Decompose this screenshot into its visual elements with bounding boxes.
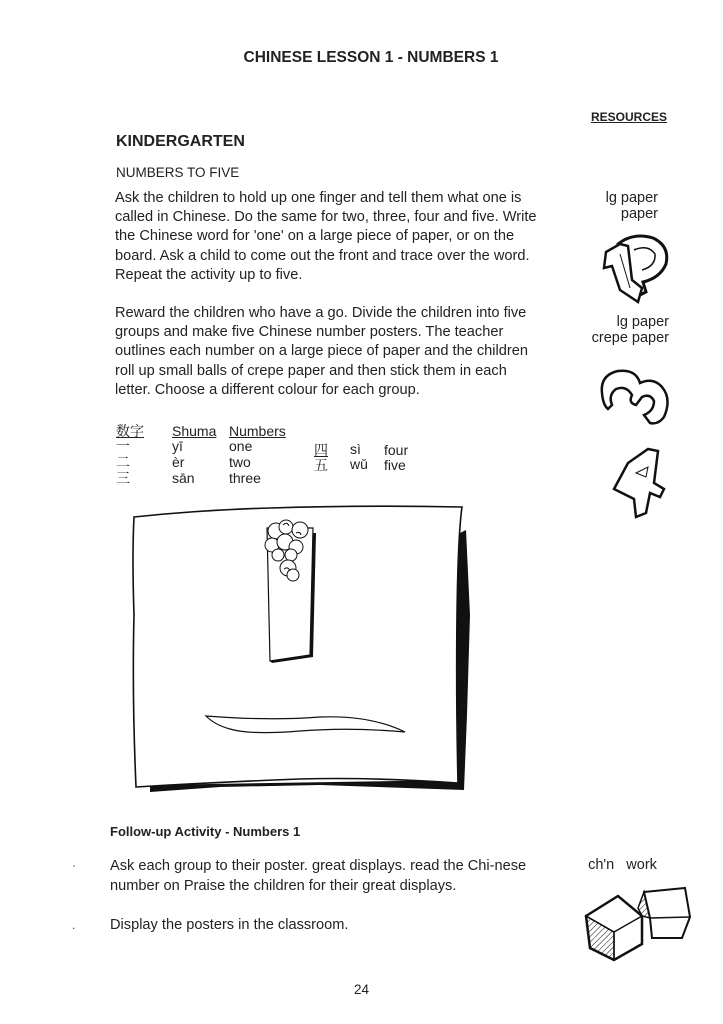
resource-label-line: lg paper [616, 314, 669, 330]
topic-subheading: NUMBERS TO FIVE [116, 165, 240, 180]
vocab-hanzi: 三 [116, 470, 130, 486]
followup-title: Follow-up Activity - Numbers 1 [110, 824, 301, 839]
vocab-english: three [229, 470, 261, 486]
resource-label-line: lg paper [605, 190, 658, 206]
page-number: 24 [353, 982, 370, 997]
followup-item-2: Display the posters in the classroom. [110, 917, 349, 933]
numbers-1-2-cutout-icon [598, 230, 673, 310]
bullet-marker: . [72, 918, 76, 932]
resource-label [575, 857, 670, 873]
resource-label [560, 190, 658, 222]
vocab-hanzi: 四 [314, 442, 328, 458]
vocab-hanzi: 二 [116, 454, 130, 470]
bullet-marker: · [72, 858, 76, 872]
lesson-paragraph-1: Ask the children to hold up one finger and tell them what one is called in Chinese. Do the same for two, three, four and five. Write the Chinese word for 'one' on a large piece of paper, or on the board. Ask a child to come out the front and trace over the word. Repeat the activity up to five. [115, 190, 537, 283]
resource-label-line: paper [620, 206, 658, 222]
vocab-pinyin: wǔ [350, 456, 368, 472]
resource-label-line: crepe paper [591, 330, 669, 346]
vocab-header-pinyin: Shuma [172, 423, 217, 439]
vocab-english: one [229, 438, 253, 454]
vocabulary-table [116, 424, 446, 494]
page-title: CHINESE LESSON 1 - NUMBERS 1 [243, 49, 499, 66]
vocab-pinyin: èr [172, 454, 185, 470]
vocab-header-hanzi: 数字 [116, 423, 144, 439]
vocab-english: two [229, 454, 251, 470]
vocab-hanzi: 五 [314, 457, 328, 473]
vocab-pinyin: yī [172, 438, 183, 454]
vocab-pinyin: sān [172, 470, 195, 486]
vocab-hanzi: 一 [116, 438, 130, 454]
vocab-english: four [384, 442, 409, 458]
resource-label [560, 314, 669, 346]
vocab-pinyin: sì [350, 441, 361, 457]
level-heading: KINDERGARTEN [116, 133, 245, 150]
vocab-english: five [384, 457, 406, 473]
vocab-header-english: Numbers [229, 423, 286, 439]
resource-label-line: ch'n work [588, 857, 657, 873]
numbers-3-4-cutout-icon [598, 365, 678, 525]
lesson-paragraph-2: Reward the children who have a go. Divide the children into five groups and make five Chinese number posters. The teacher outlines each number on a large piece of paper and the children roll up small balls of crepe paper and then stick them in each letter. Choose a different colour for each group. [115, 305, 528, 398]
followup-item-1: Ask each group to their poster. great displays. read the Chi-nese number on Praise the children for their great displays. [110, 858, 527, 894]
resources-heading: RESOURCES [591, 110, 668, 124]
poster-illustration [120, 495, 480, 805]
geometric-blocks-icon [582, 882, 692, 962]
